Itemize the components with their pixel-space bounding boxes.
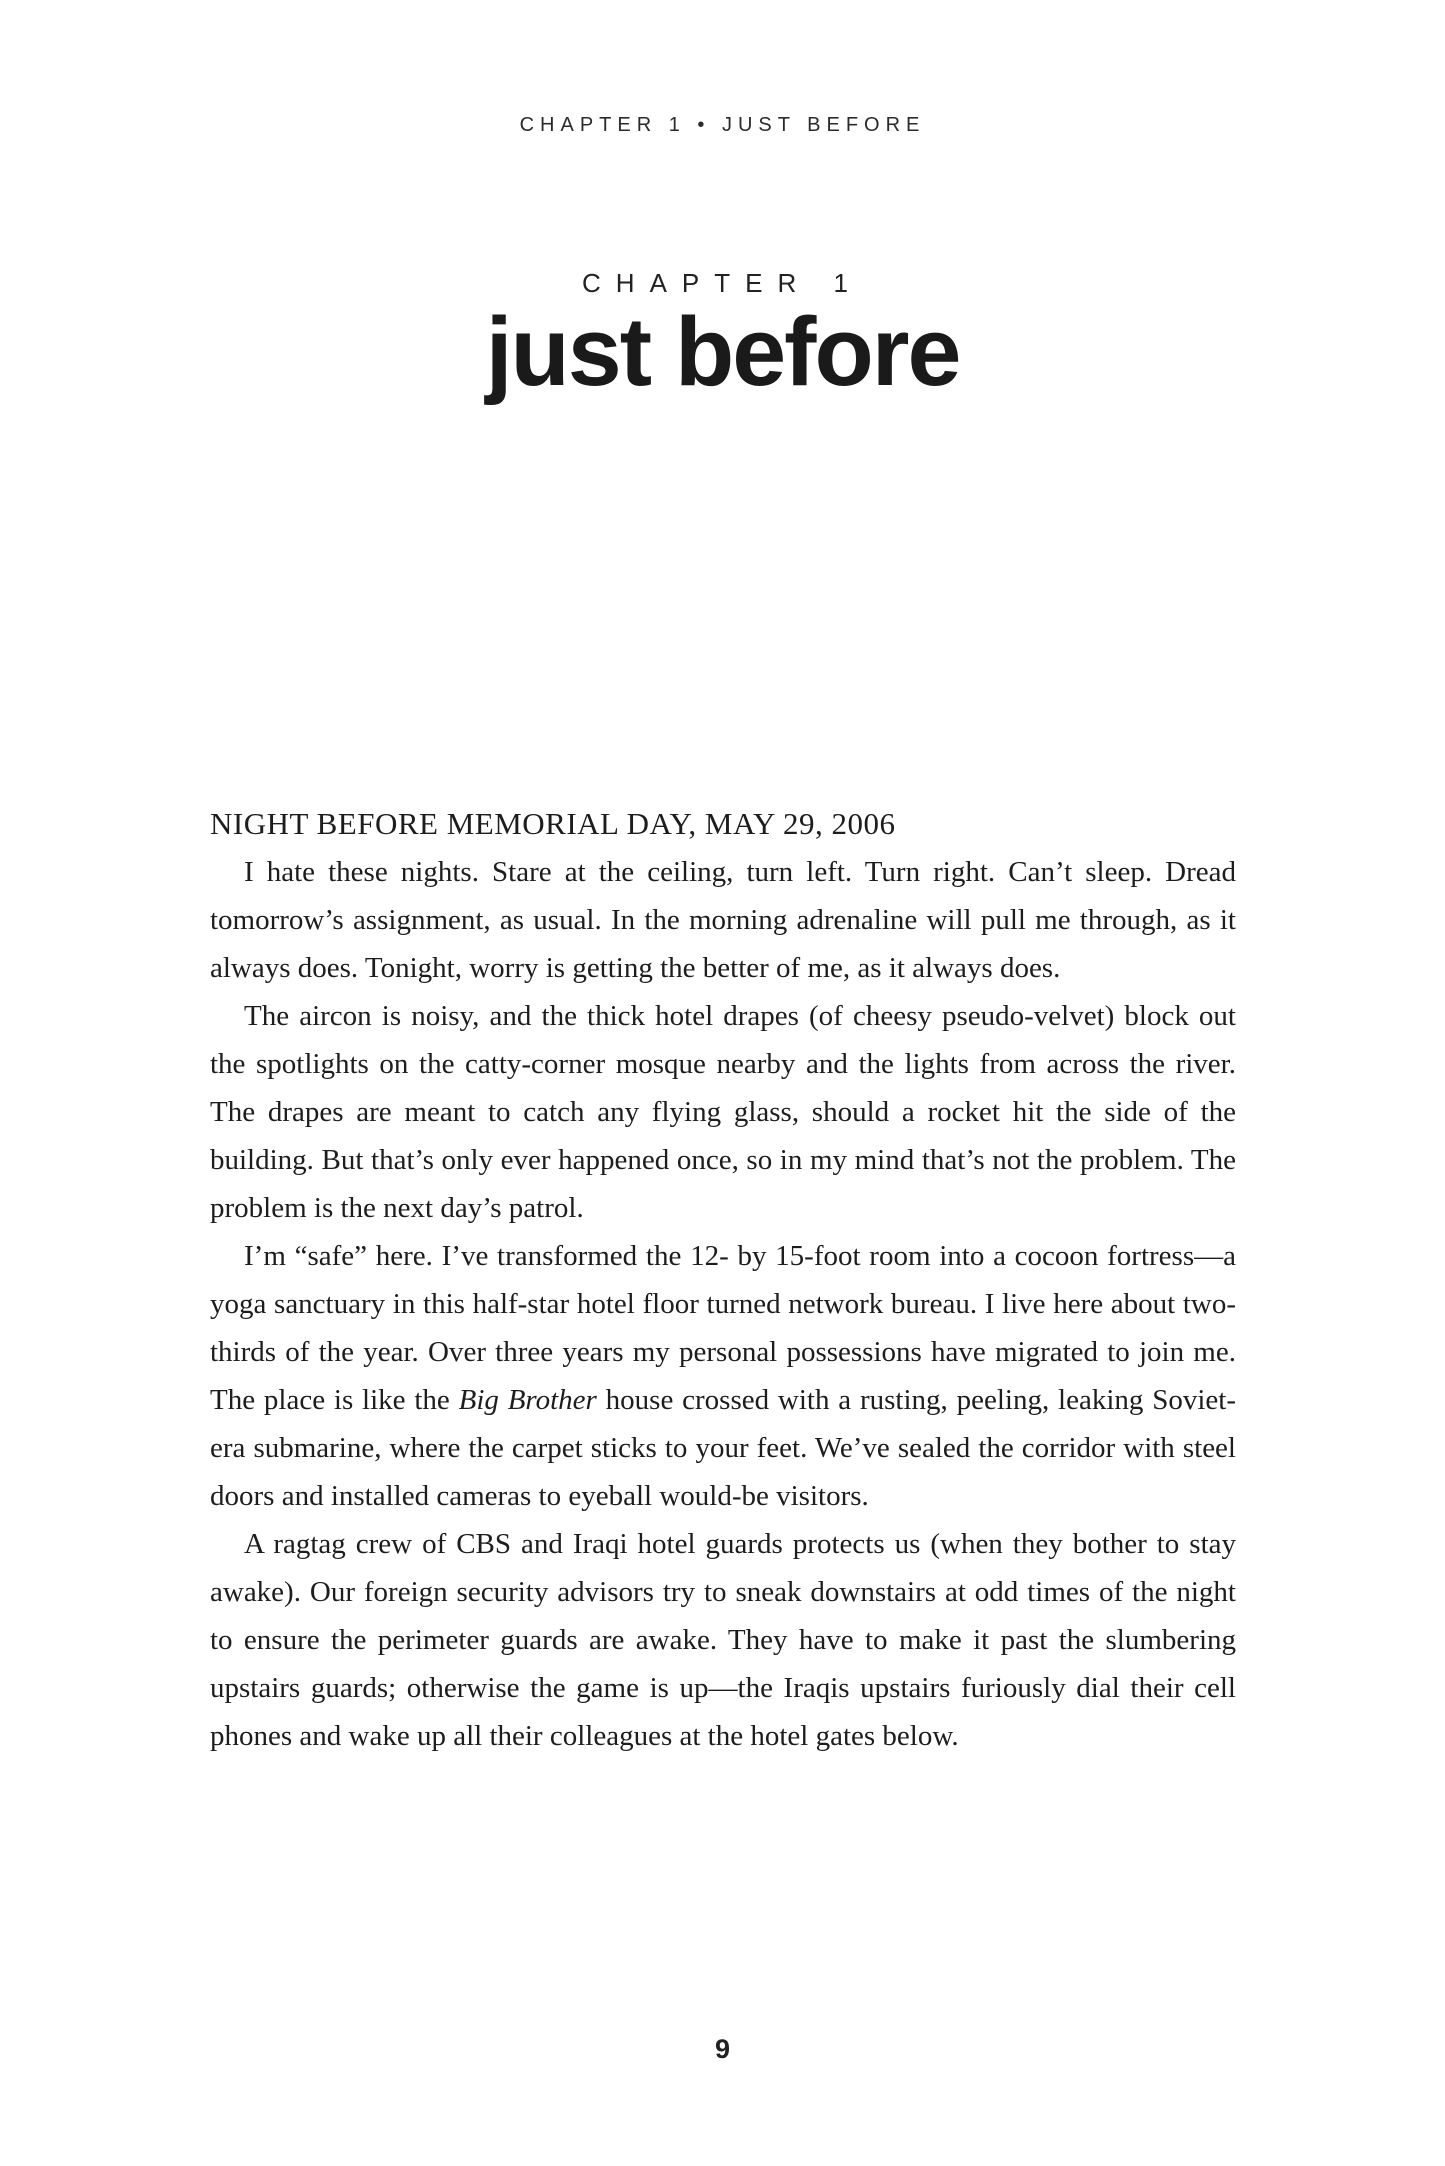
page-number: 9 — [714, 2034, 731, 2064]
text-run: I hate these nights. Stare at the ceiling, turn left. Turn right. Can’t sleep. Dread tomorrow’s assignment, as usual. In the morning adrenaline will pull me through, as it always does. Tonight, worry is getting the better of me, as it always does. — [210, 856, 1236, 984]
text-run: The aircon is noisy, and the thick hotel drapes (of cheesy pseudo-velvet) block out the spotlights on the catty-corner mosque nearby and the lights from across the river. The drapes are meant to catch any flying glass, should a rocket hit the side of the building. But that’s only ever happened once, so in my mind that’s not the problem. The problem is the next day’s patrol. — [210, 1000, 1236, 1224]
text-run: house crossed with a rusting, peeling, leaking Soviet-era submarine, where the carpet sticks to your feet. We’ve sealed the corridor with steel doors and installed cameras to eyeball would-be visitors. — [210, 1384, 1236, 1512]
paragraph — [210, 992, 1236, 1232]
section-header: NIGHT BEFORE MEMORIAL DAY, MAY 29, 2006 — [210, 806, 896, 841]
text-run: I’m “safe” here. I’ve transformed the 12- by 15-foot room into a cocoon fortress—a yoga sanctuary in this half-star hotel floor turned network bureau. I live here about two-thirds of the year. Over three years my personal possessions have migrated to join me. The place is like the — [210, 1240, 1236, 1416]
chapter-title: just before — [485, 297, 960, 406]
chapter-head — [0, 268, 1445, 406]
body-text — [210, 800, 1236, 1760]
paragraph — [210, 848, 1236, 992]
paragraphs-container — [210, 848, 1236, 1760]
chapter-label: CHAPTER 1 — [582, 268, 863, 298]
text-run: A ragtag crew of CBS and Iraqi hotel guards protects us (when they bother to stay awake). Our foreign security advisors try to sneak downstairs at odd times of the night to ensure the perimeter guards are awake. They have to make it past the slumbering upstairs guards; otherwise the game is up—the Iraqis upstairs furiously dial their cell phones and wake up all their colleagues at the hotel gates below. — [210, 1528, 1236, 1752]
running-header: CHAPTER 1 • JUST BEFORE — [519, 114, 926, 136]
paragraph — [210, 1232, 1236, 1520]
italic-text-run: Big Brother — [458, 1384, 597, 1416]
paragraph — [210, 1520, 1236, 1760]
